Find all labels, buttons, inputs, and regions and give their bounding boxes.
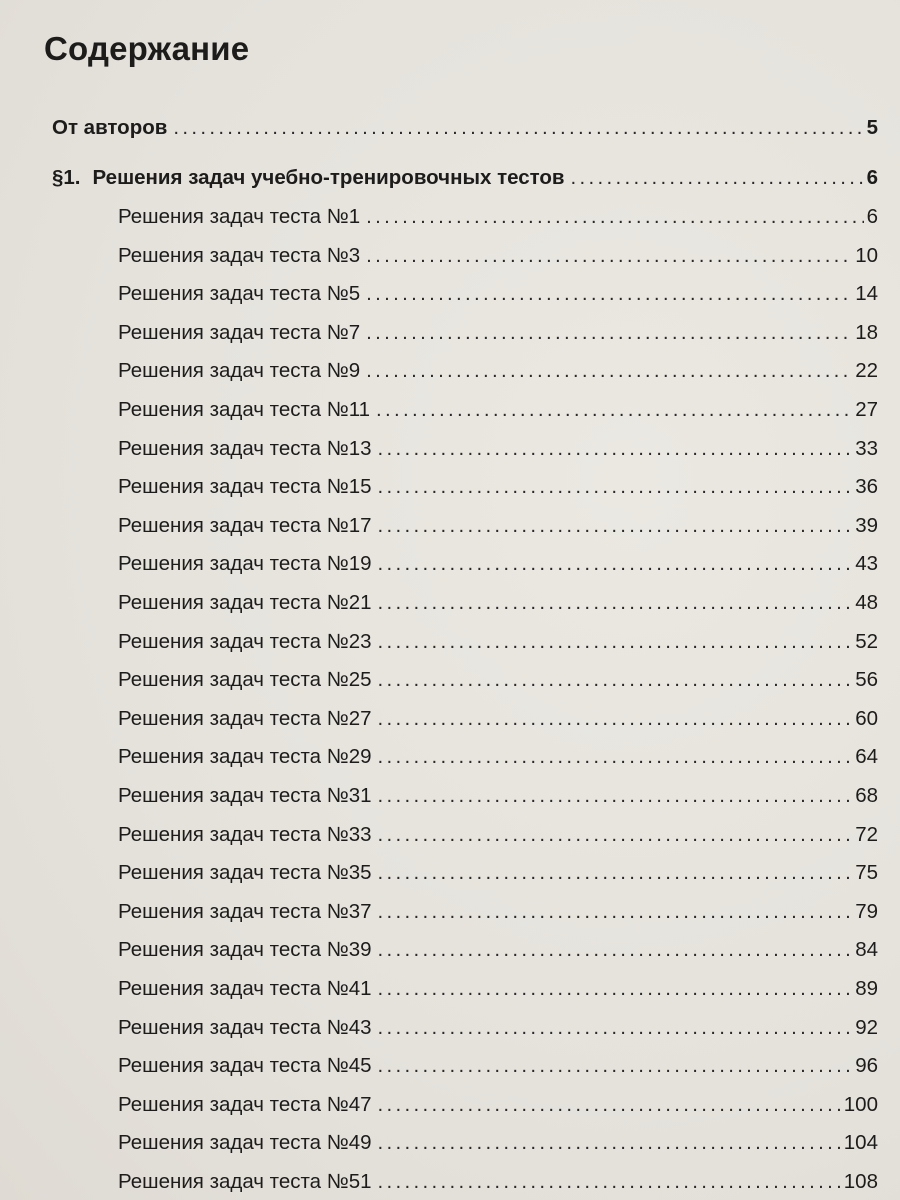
toc-entry-label: Решения задач теста №21 [118,591,372,614]
toc-entry-label: Решения задач теста №51 [118,1170,372,1193]
toc-entry-page: 72 [855,822,878,846]
dot-leader [378,784,853,808]
toc-entry-label: Решения задач теста №29 [118,745,372,769]
toc-entry-label: Решения задач теста №33 [118,822,372,846]
dot-leader [378,552,853,576]
toc-entry-page: 56 [855,668,878,692]
dot-leader [378,1131,841,1155]
toc-entry-page: 5 [866,116,878,139]
toc-entry-page: 79 [855,899,878,923]
dot-leader [378,861,853,885]
toc-entry-label: Решения задач теста №17 [118,513,372,537]
toc-entry-label: Решения задач теста №3 [118,243,361,267]
toc-entry-label: Решения задач теста №19 [118,552,372,576]
dot-leader [378,977,853,1001]
toc-entry-page: 39 [855,513,878,537]
toc-entry-label: Решения задач теста №31 [118,784,372,807]
toc-entry-label: Решения задач теста №47 [118,1092,372,1116]
toc-entry-test-31 [118,784,878,808]
dot-leader [378,1054,853,1078]
dot-leader [378,823,853,847]
toc-entry-label: Решения задач теста №1 [118,205,361,228]
toc-entry-section-1 [52,166,878,190]
toc-entry-test-51 [118,1170,878,1194]
toc-entry-test-11 [118,398,878,422]
toc-entry-test-9 [118,359,878,383]
toc-entry-label: Решения задач теста №27 [118,706,372,730]
section-number: §1. [52,166,81,189]
toc-entry-test-3 [118,244,878,268]
toc-entry-page: 10 [855,243,878,267]
toc-entry-label: Решения задач теста №15 [118,475,372,499]
toc-entry-label: Решения задач теста №49 [118,1131,372,1155]
toc-entry-page: 96 [855,1054,878,1078]
toc-entry-label: Решения задач теста №5 [118,282,361,306]
toc-entry-authors [52,116,878,140]
toc-entry-label: Решения задач теста №39 [118,938,372,962]
toc-entry-test-21 [118,591,878,615]
toc-entry-page: 60 [855,706,878,730]
toc-entry-page: 75 [855,861,878,885]
toc-entry-test-45 [118,1054,878,1078]
toc-entry-label: Решения задач теста №11 [118,398,371,421]
toc-entry-label: Решения задач теста №43 [118,1015,372,1039]
dot-leader [378,668,853,692]
toc-entry-test-5 [118,282,878,306]
toc-entry-test-33 [118,823,878,847]
toc-entry-test-17 [118,514,878,538]
toc-entry-label: Решения задач теста №13 [118,436,372,460]
dot-leader [366,321,852,345]
toc-entry-label: Решения задач теста №41 [118,977,372,1000]
dot-leader [378,437,853,461]
toc-entry-test-15 [118,475,878,499]
toc-entry-page: 52 [855,629,878,653]
toc-entry-test-19 [118,552,878,576]
toc-entry-test-25 [118,668,878,692]
dot-leader [378,938,853,962]
toc-entry-page: 104 [843,1131,878,1155]
toc-entry-label: Решения задач теста №45 [118,1054,372,1078]
toc-entry-page: 48 [855,591,878,614]
toc-entry-label: Решения задач теста №23 [118,629,372,653]
toc-entry-page: 18 [855,320,878,344]
dot-leader [378,1170,841,1194]
toc-entry-test-47 [118,1093,878,1117]
dot-leader [173,116,863,140]
toc-entry-page: 36 [855,475,878,499]
toc-entry-page: 6 [866,205,878,228]
toc-entry-page: 89 [855,977,878,1000]
dot-leader [378,707,853,731]
toc-entry-page: 22 [855,359,878,383]
toc-entry-page: 43 [855,552,878,576]
toc-entry-page: 14 [855,282,878,306]
toc-entry-page: 6 [866,166,878,189]
toc-entry-page: 84 [855,938,878,962]
dot-leader [378,900,853,924]
toc-entry-page: 100 [843,1092,878,1116]
dot-leader [378,514,853,538]
toc-entry-page: 92 [855,1015,878,1039]
toc-entry-test-29 [118,745,878,769]
toc-entry-test-27 [118,707,878,731]
dot-leader [366,244,852,268]
dot-leader [376,398,852,422]
toc-entry-label: Решения задач теста №25 [118,668,372,692]
toc-entry-test-37 [118,900,878,924]
dot-leader [571,166,864,190]
dot-leader [366,205,863,229]
dot-leader [378,630,853,654]
dot-leader [378,591,853,615]
toc-entry-page: 108 [843,1170,878,1193]
page-title: Содержание [44,30,250,67]
toc-entry-page: 27 [855,398,878,421]
dot-leader [378,475,853,499]
toc-entry-test-13 [118,437,878,461]
toc-entry-label: Решения задач учебно-тренировочных тестов [92,166,565,189]
toc-entry-test-49 [118,1131,878,1155]
toc-entry-page: 64 [855,745,878,769]
dot-leader [366,359,852,383]
toc-entry-test-23 [118,630,878,654]
toc-entry-label: Решения задач теста №35 [118,861,372,885]
toc-entry-page: 33 [855,436,878,460]
toc-entry-label: Решения задач теста №7 [118,320,361,344]
toc-entry-page: 68 [855,784,878,807]
dot-leader [366,282,852,306]
toc-entry-label: От авторов [52,116,168,139]
dot-leader [378,1093,841,1117]
toc-entry-label: Решения задач теста №9 [118,359,361,383]
toc-entry-test-1 [118,205,878,229]
toc-entry-test-39 [118,938,878,962]
toc-entry-test-35 [118,861,878,885]
dot-leader [378,745,853,769]
dot-leader [378,1016,853,1040]
toc-entry-label: Решения задач теста №37 [118,899,372,923]
toc-entry-test-7 [118,321,878,345]
toc-entry-test-43 [118,1016,878,1040]
toc-entry-test-41 [118,977,878,1001]
